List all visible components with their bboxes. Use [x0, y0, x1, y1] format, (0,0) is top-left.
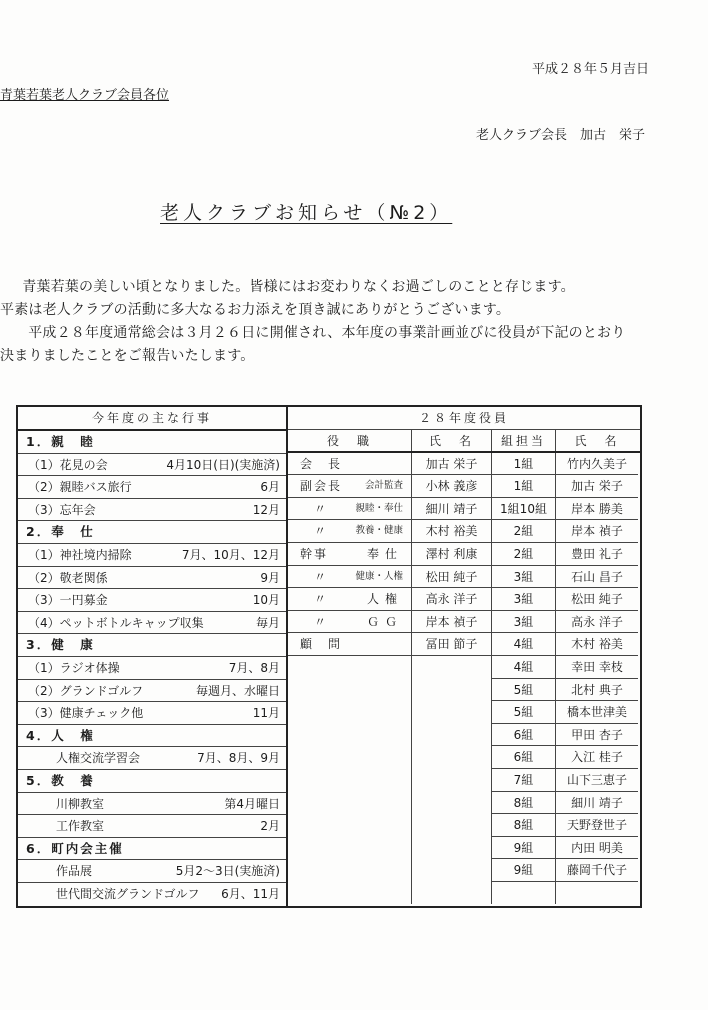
event-row [18, 793, 286, 816]
event-schedule: 9月 [260, 570, 280, 585]
body-line-4: 決まりましたことをご報告いたします。 [0, 348, 255, 364]
body-line-3: 平成２８年度通常総会は３月２６日に開催され、本年度の事業計画並びに役員が下記のとおり [14, 325, 626, 341]
group-leader-name: 加古 栄子 [556, 475, 638, 498]
event-row [18, 860, 286, 883]
group-leader-name: 木村 裕美 [556, 633, 638, 656]
event-row [18, 883, 286, 906]
officer-name: 加古 栄子 [412, 453, 492, 476]
group-leader-name: 橋本世津美 [556, 701, 638, 724]
role-cell [288, 588, 412, 611]
event-schedule: 2月 [260, 819, 280, 834]
officer-row [288, 633, 640, 656]
event-name: 作品展 [56, 864, 93, 879]
event-name: （3）忘年会 [28, 502, 96, 517]
officers-table [288, 405, 642, 908]
group-assignment: 1組10組 [492, 498, 556, 521]
officer-name: 小林 義彦 [412, 475, 492, 498]
group-leader-name: 竹内久美子 [556, 453, 638, 476]
document-title: 老人クラブお知らせ（№2） [160, 202, 453, 224]
role-cell [288, 882, 412, 905]
officer-name [412, 837, 492, 860]
event-name: （4）ペットボトルキャップ収集 [28, 615, 204, 630]
group-leader-name: 内田 明美 [556, 837, 638, 860]
group-assignment: 2組 [492, 520, 556, 543]
group-assignment: 3組 [492, 588, 556, 611]
role-title: 〃 [314, 524, 329, 539]
event-row [18, 454, 286, 477]
role-duty: 人権 [366, 592, 403, 607]
role-duty: 奉仕 [366, 546, 403, 561]
officer-name: 冨田 節子 [412, 633, 492, 656]
role-title: 会 長 [300, 456, 343, 471]
officer-row [288, 679, 640, 702]
role-cell [288, 611, 412, 634]
event-name: （1）ラジオ体操 [28, 660, 120, 675]
event-row [18, 612, 286, 635]
event-category-row: 5．教 養 [18, 770, 286, 793]
role-cell [288, 566, 412, 589]
event-name: （1）神社境内掃除 [28, 547, 132, 562]
role-cell [288, 746, 412, 769]
event-name: （2）親睦バス旅行 [28, 480, 132, 495]
document-date: 平成２８年５月吉日 [532, 62, 650, 77]
role-title: 〃 [314, 569, 329, 584]
officer-name [412, 859, 492, 882]
event-schedule: 7月、10月、12月 [181, 547, 280, 562]
event-category-row: 1．親 睦 [18, 431, 286, 454]
role-cell [288, 679, 412, 702]
event-schedule: 7月、8月 [228, 660, 280, 675]
role-duty: 親睦・奉仕 [355, 502, 403, 514]
role-cell [288, 475, 412, 498]
role-cell [288, 656, 412, 679]
officer-name [412, 746, 492, 769]
group-assignment: 9組 [492, 837, 556, 860]
officer-row [288, 724, 640, 747]
role-cell [288, 520, 412, 543]
addressee: 青葉若葉老人クラブ会員各位 [0, 88, 170, 103]
event-row [18, 567, 286, 590]
role-duty: ＧＧ [366, 614, 403, 629]
role-title: 顧 問 [300, 637, 343, 652]
event-row [18, 815, 286, 838]
group-leader-name: 北村 典子 [556, 679, 638, 702]
role-cell [288, 769, 412, 792]
group-assignment: 7組 [492, 769, 556, 792]
group-leader-name: 岸本 禎子 [556, 520, 638, 543]
header-name: 氏 名 [412, 430, 492, 451]
officer-name [412, 882, 492, 905]
sender: 老人クラブ会長 加古 栄子 [476, 128, 646, 143]
officer-row [288, 453, 640, 476]
event-schedule: 11月 [252, 706, 280, 721]
officer-name: 細川 靖子 [412, 498, 492, 521]
event-row [18, 657, 286, 680]
group-leader-name: 幸田 幸枝 [556, 656, 638, 679]
role-cell [288, 724, 412, 747]
event-name: 人権交流学習会 [56, 751, 141, 766]
body-line-2: 平素は老人クラブの活動に多大なるお力添えを頂き誠にありがとうございます。 [0, 302, 511, 318]
role-title: 幹事 [300, 546, 329, 561]
officer-name [412, 656, 492, 679]
officer-row [288, 588, 640, 611]
officer-name: 澤村 利康 [412, 543, 492, 566]
role-duty: 会計監査 [364, 480, 403, 492]
events-table [16, 405, 288, 908]
event-schedule: 5月2～3日(実施済) [175, 864, 280, 879]
body-line-1: 青葉若葉の美しい頃となりました。皆様にはお変わりなくお過ごしのことと存じます。 [8, 279, 575, 295]
event-category-row: 3．健 康 [18, 634, 286, 657]
officer-row [288, 746, 640, 769]
officer-row [288, 566, 640, 589]
role-cell [288, 859, 412, 882]
group-assignment: 1組 [492, 453, 556, 476]
role-cell [288, 814, 412, 837]
role-duty: 教養・健康 [355, 525, 403, 537]
event-schedule: 毎週月、水曜日 [195, 683, 280, 698]
role-cell [288, 543, 412, 566]
group-leader-name: 細川 靖子 [556, 792, 638, 815]
group-assignment: 4組 [492, 633, 556, 656]
role-cell [288, 837, 412, 860]
group-leader-name: 高永 洋子 [556, 611, 638, 634]
group-leader-name: 山下三恵子 [556, 769, 638, 792]
officer-row [288, 837, 640, 860]
group-assignment: 5組 [492, 679, 556, 702]
group-leader-name: 松田 純子 [556, 588, 638, 611]
officer-row [288, 520, 640, 543]
role-title: 副会長 [300, 479, 343, 494]
event-category-row: 4．人 権 [18, 725, 286, 748]
officer-name [412, 724, 492, 747]
officer-row [288, 656, 640, 679]
event-schedule: 4月10日(日)(実施済) [166, 457, 280, 472]
event-name: （1）花見の会 [28, 457, 108, 472]
officer-name [412, 769, 492, 792]
group-assignment: 8組 [492, 792, 556, 815]
group-leader-name: 石山 昌子 [556, 566, 638, 589]
role-title: 〃 [314, 592, 329, 607]
event-name: （2）グランドゴルフ [28, 683, 144, 698]
event-name: （3）一円募金 [28, 593, 108, 608]
group-leader-name: 天野登世子 [556, 814, 638, 837]
group-assignment: 3組 [492, 566, 556, 589]
group-assignment: 4組 [492, 656, 556, 679]
events-rows [18, 431, 286, 905]
group-assignment: 5組 [492, 701, 556, 724]
officer-name: 高永 洋子 [412, 588, 492, 611]
officers-rows [288, 453, 640, 905]
group-leader-name: 岸本 勝美 [556, 498, 638, 521]
group-assignment: 9組 [492, 859, 556, 882]
event-schedule: 第4月曜日 [224, 796, 280, 811]
officer-row [288, 882, 640, 905]
event-name: （3）健康チェック他 [28, 706, 144, 721]
event-row [18, 589, 286, 612]
group-assignment: 2組 [492, 543, 556, 566]
group-leader-name: 藤岡千代子 [556, 859, 638, 882]
group-leader-name: 豊田 礼子 [556, 543, 638, 566]
header-group: 組担当 [492, 430, 556, 451]
event-name: 工作教室 [56, 819, 105, 834]
event-row [18, 747, 286, 770]
role-cell [288, 633, 412, 656]
event-schedule: 6月 [260, 480, 280, 495]
role-duty: 健康・人権 [355, 570, 403, 582]
group-assignment: 6組 [492, 724, 556, 747]
event-schedule: 10月 [252, 593, 280, 608]
officer-name [412, 792, 492, 815]
events-table-header: 今年度の主な行事 [18, 407, 286, 431]
officer-row [288, 498, 640, 521]
event-category-row: 6．町内会主催 [18, 838, 286, 861]
officer-name [412, 814, 492, 837]
group-leader-name [556, 882, 638, 905]
role-title: 〃 [314, 501, 329, 516]
header-leader: 氏 名 [574, 434, 620, 448]
officer-name: 岸本 禎子 [412, 611, 492, 634]
group-leader-name: 入江 桂子 [556, 746, 638, 769]
event-row [18, 476, 286, 499]
officer-row [288, 701, 640, 724]
officers-table-title: ２８年度役員 [288, 407, 640, 430]
event-row [18, 702, 286, 725]
event-category-row: 2．奉 仕 [18, 521, 286, 544]
event-row [18, 499, 286, 522]
event-row [18, 680, 286, 703]
role-cell [288, 453, 412, 476]
officer-name [412, 679, 492, 702]
role-title: 〃 [314, 614, 329, 629]
officer-row [288, 792, 640, 815]
officer-row [288, 611, 640, 634]
role-cell [288, 792, 412, 815]
group-assignment: 8組 [492, 814, 556, 837]
officer-name [412, 701, 492, 724]
event-schedule: 6月、11月 [221, 886, 280, 901]
event-schedule: 12月 [252, 502, 280, 517]
event-schedule: 毎月 [255, 615, 280, 630]
officer-row [288, 814, 640, 837]
event-schedule: 7月、8月、9月 [197, 751, 280, 766]
officers-table-header [288, 430, 640, 453]
event-name: （2）敬老関係 [28, 570, 108, 585]
officer-row [288, 543, 640, 566]
officer-row [288, 859, 640, 882]
header-role: 役 職 [288, 430, 412, 451]
event-name: 川柳教室 [56, 796, 105, 811]
event-row [18, 544, 286, 567]
group-assignment: 6組 [492, 746, 556, 769]
officer-name: 松田 純子 [412, 566, 492, 589]
group-assignment [492, 882, 556, 905]
group-assignment: 1組 [492, 475, 556, 498]
officer-row [288, 769, 640, 792]
group-leader-name: 甲田 杏子 [556, 724, 638, 747]
event-name: 世代間交流グランドゴルフ [56, 886, 200, 901]
officer-row [288, 475, 640, 498]
role-cell [288, 701, 412, 724]
group-assignment: 3組 [492, 611, 556, 634]
role-cell [288, 498, 412, 521]
officer-name: 木村 裕美 [412, 520, 492, 543]
